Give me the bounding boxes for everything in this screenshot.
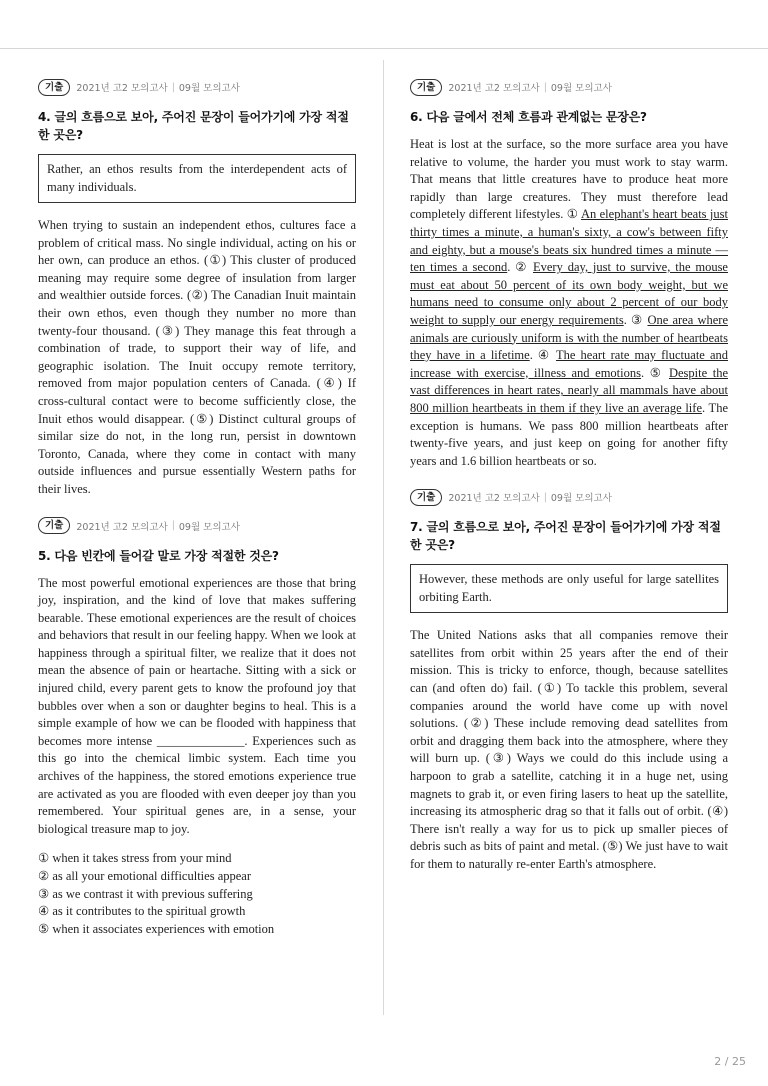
page-number: 2 / 25 [714, 1055, 746, 1068]
question-7 [410, 488, 728, 873]
answer-choice[interactable]: ① when it takes stress from your mind [38, 851, 232, 866]
tag-separator: | [171, 520, 175, 531]
tag-year: 2021년 고2 모의고사 [448, 493, 540, 505]
question-tag [410, 78, 728, 96]
tag-month: 09월 모의고사 [178, 83, 240, 94]
question-title: 6. 다음 글에서 전체 흐름과 관계없는 문장은? [410, 110, 647, 124]
question-5 [38, 517, 356, 939]
passage: When trying to sustain an independent ethos, cultures face a problem of critical mass. No single individual, acting on his or her own, can produce an ethos. (①) This cluster of produced meaning may require some degree of insulation from larger and wealthier outside forces. (②) The Canadian Inuit maintain their own ethos, even though they number no more than twenty-four thousand. (③) They manage this feat through a combination of trade, to support their way of life, and geographic isolation. The Inuit occupy remote territory, removed from major population centers of Canada. (④) If cross-cultural contact were to become sufficiently close, the Inuit ethos would disappear. (⑤) Distinct cultural groups of similar size do not, in the long run, persist in downtown Toronto, Canada, where they come in contact with many outside influences and pursue essentially Western paths for their lives. [38, 218, 356, 496]
marker-4: . ④ [529, 348, 557, 363]
question-title: 7. 글의 흐름으로 보아, 주어진 문장이 들어가기에 가장 적절한 곳은? [410, 520, 721, 553]
question-tag [38, 78, 356, 96]
given-sentence-box: However, these methods are only useful for large satellites orbiting Earth. [410, 564, 728, 613]
passage: The most powerful emotional experiences are those that bring joy, inspiration, and the kind of love that makes suffering bearable. These emotional experiences are the result of choices and behaviors that result in our feeling happy. When we look at happiness through a spiritual filter, we realize that it does not mean the absence of pain or heartache. Sitting with a sick or injured child, every parent gets to know the profound joy that bubbles over when a son or daughter begins to heal. This is a simple example of how we can be flooded with happiness that becomes more intense ______________. Experiences such as this go into the chemical limbic system. Each time you archives of the happiness, the stored emotions experience true are activated as you are flooded with even deeper joy than you remembered. Your spiritual genes are, in a sense, your biological treasure map to joy. [38, 575, 356, 836]
underlined-sentence-1: An elephant's heart beats just thirty times a minute, a human's sixty, a cow's between fifty and eighty, but a mouse's beats six hundred times a minute — ten times a second [410, 207, 728, 275]
answer-choice[interactable]: ④ as it contributes to the spiritual growth [38, 904, 246, 919]
answer-choices [38, 850, 356, 938]
question-4 [38, 78, 356, 499]
answer-choice[interactable]: ⑤ when it associates experiences with emotion [38, 921, 275, 936]
answer-choice[interactable]: ③ as we contrast it with previous suffering [38, 886, 253, 901]
tag-pill: 기출 [410, 79, 442, 96]
tag-separator: | [543, 491, 547, 503]
question-tag [38, 517, 356, 535]
passage [410, 136, 728, 470]
marker-1: ① [566, 207, 581, 222]
tag-separator: | [543, 81, 547, 93]
tag-pill: 기출 [410, 489, 442, 506]
tag-separator: | [171, 81, 175, 93]
underlined-sentence-5: Despite the vast differences in heart rates, nearly all mammals have about 800 million heartbeats in them if they live an average life [410, 365, 728, 415]
question-title: 5. 다음 빈칸에 들어갈 말로 가장 적절한 것은? [38, 548, 279, 563]
question-tag [410, 488, 728, 506]
marker-5: . ⑤ [640, 365, 669, 380]
marker-2: . ② [507, 260, 533, 275]
answer-choice[interactable]: ② as all your emotional difficulties appear [38, 869, 251, 883]
tag-month: 09월 모의고사 [178, 521, 240, 533]
passage-intro: Heat is lost at the surface, so the more surface area you have relative to volume, the harder you must work to stay warm. That means that little creatures have to produce heat more rapidly than large creatures. They must therefore lead completely different lifestyles. [410, 137, 728, 222]
tag-year: 2021년 고2 모의고사 [448, 83, 540, 94]
left-column [38, 78, 356, 938]
tag-year: 2021년 고2 모의고사 [76, 521, 168, 533]
top-rule [0, 48, 768, 49]
right-column [410, 78, 728, 874]
underlined-sentence-4: The heart rate may fluctuate and increase with exercise, illness and emotions [410, 348, 728, 380]
tag-pill: 기출 [38, 517, 70, 534]
underlined-sentence-2: Every day, just to survive, the mouse must eat about 50 percent of its own body weight, but we humans need to consume only about 2 percent of our body weight to supply our energy requirements [410, 260, 728, 327]
column-divider [383, 60, 384, 1015]
marker-3: . ③ [623, 312, 648, 327]
passage-end: . The exception is humans. We pass 800 million heartbeats after twenty-five years, and just keep on going for another fifty years and 1.6 billion heartbeats or so. [410, 400, 728, 468]
tag-pill: 기출 [38, 79, 70, 96]
question-6 [410, 78, 728, 470]
given-sentence-box: Rather, an ethos results from the interdependent acts of many individuals. [38, 154, 356, 203]
question-title: 4. 글의 흐름으로 보아, 주어진 문장이 들어가기에 가장 적절한 곳은? [38, 110, 349, 142]
tag-year: 2021년 고2 모의고사 [76, 83, 168, 94]
underlined-sentence-3: One area where animals are curiously uniform is with the number of heartbeats they have in a lifetime [410, 312, 729, 363]
tag-month: 09월 모의고사 [550, 493, 612, 505]
passage: The United Nations asks that all companies remove their satellites from orbit within 25 years after the end of their mission. This is tricky to enforce, though, because satellites can (and often do) fail. (①) To tackle this problem, several companies around the world have come up with novel solutions. (②) These include removing dead satellites from orbit and dragging them back into the atmosphere, where they will burn up. (③) Ways we could do this include using a harpoon to grab a satellite, catching it in a huge net, using magnets to grab it, or even firing lasers to heat up the satellite, increasing its atmospheric drag so that it falls out of orbit. (④) There isn't really a way for us to pick up smaller pieces of debris such as bits of paint and metal. (⑤) We just have to wait for them to naturally re-enter Earth's atmosphere. [410, 628, 728, 871]
tag-month: 09월 모의고사 [550, 83, 612, 94]
